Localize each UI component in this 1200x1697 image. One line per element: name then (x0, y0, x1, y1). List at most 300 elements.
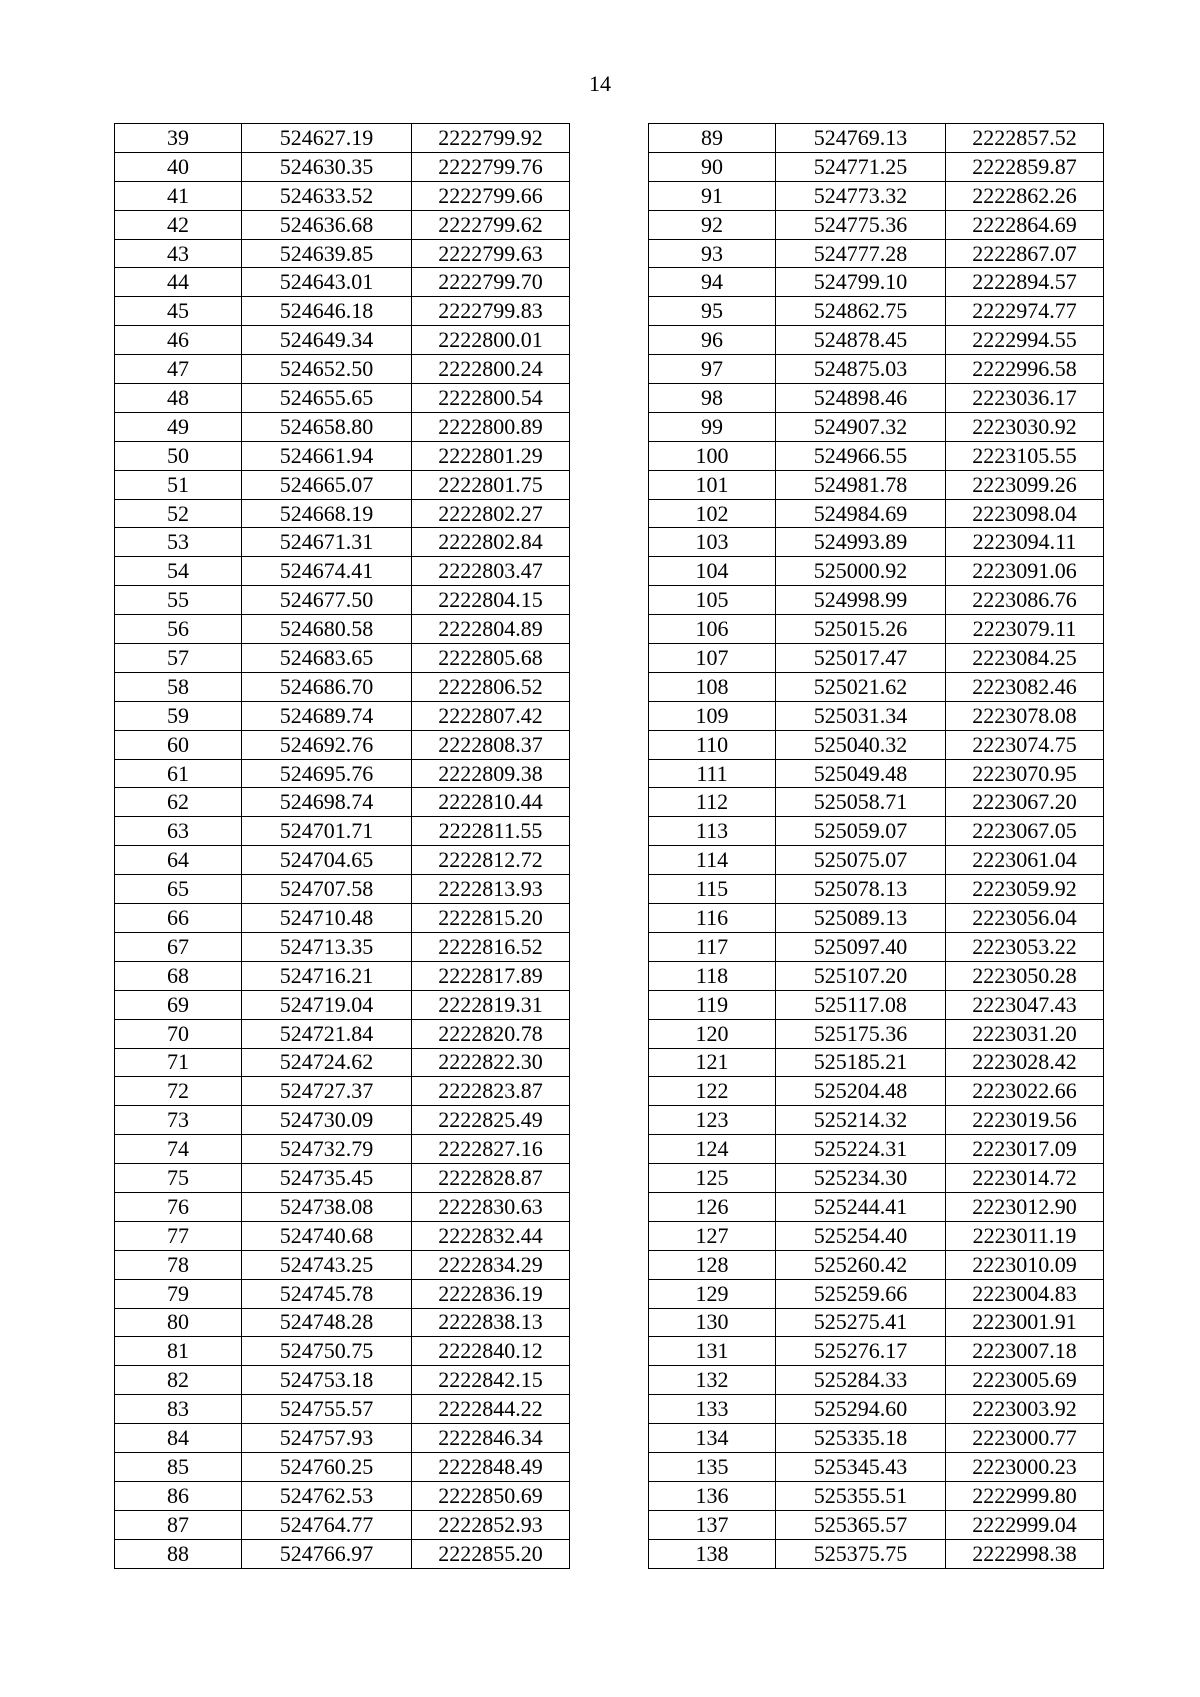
y-coordinate-cell: 2223000.77 (946, 1424, 1104, 1453)
table-row (649, 759, 1104, 788)
y-coordinate-cell: 2223086.76 (946, 586, 1104, 615)
x-coordinate-cell: 524771.25 (776, 152, 946, 181)
x-coordinate-cell: 524701.71 (242, 817, 412, 846)
x-coordinate-cell: 524907.32 (776, 412, 946, 441)
point-number-cell: 39 (115, 124, 242, 153)
y-coordinate-cell: 2222801.75 (412, 470, 570, 499)
point-number-cell: 116 (649, 904, 776, 933)
x-coordinate-cell: 524764.77 (242, 1510, 412, 1539)
table-row (115, 499, 570, 528)
table-row (115, 297, 570, 326)
y-coordinate-cell: 2222832.44 (412, 1221, 570, 1250)
table-row (115, 239, 570, 268)
x-coordinate-cell: 524757.93 (242, 1424, 412, 1453)
x-coordinate-cell: 524862.75 (776, 297, 946, 326)
table-row (649, 1366, 1104, 1395)
y-coordinate-cell: 2222799.63 (412, 239, 570, 268)
x-coordinate-cell: 525365.57 (776, 1510, 946, 1539)
table-row (649, 904, 1104, 933)
table-row (115, 1308, 570, 1337)
x-coordinate-cell: 524743.25 (242, 1250, 412, 1279)
point-number-cell: 67 (115, 932, 242, 961)
x-coordinate-cell: 525276.17 (776, 1337, 946, 1366)
y-coordinate-cell: 2222803.47 (412, 557, 570, 586)
table-row (649, 1019, 1104, 1048)
table-row (115, 875, 570, 904)
point-number-cell: 75 (115, 1164, 242, 1193)
x-coordinate-cell: 525097.40 (776, 932, 946, 961)
point-number-cell: 46 (115, 326, 242, 355)
y-coordinate-cell: 2222994.55 (946, 326, 1104, 355)
y-coordinate-cell: 2222859.87 (946, 152, 1104, 181)
table-row (649, 1192, 1104, 1221)
y-coordinate-cell: 2223105.55 (946, 441, 1104, 470)
point-number-cell: 134 (649, 1424, 776, 1453)
table-row (649, 1077, 1104, 1106)
x-coordinate-cell: 525049.48 (776, 759, 946, 788)
table-row (115, 932, 570, 961)
x-coordinate-cell: 524748.28 (242, 1308, 412, 1337)
table-row (649, 875, 1104, 904)
point-number-cell: 95 (649, 297, 776, 326)
y-coordinate-cell: 2222846.34 (412, 1424, 570, 1453)
table-row (115, 557, 570, 586)
y-coordinate-cell: 2222812.72 (412, 846, 570, 875)
point-number-cell: 137 (649, 1510, 776, 1539)
point-number-cell: 48 (115, 384, 242, 413)
table-row (649, 615, 1104, 644)
y-coordinate-cell: 2223056.04 (946, 904, 1104, 933)
x-coordinate-cell: 524695.76 (242, 759, 412, 788)
table-row (649, 1221, 1104, 1250)
x-coordinate-cell: 524762.53 (242, 1481, 412, 1510)
point-number-cell: 132 (649, 1366, 776, 1395)
table-row (115, 615, 570, 644)
x-coordinate-cell: 524727.37 (242, 1077, 412, 1106)
point-number-cell: 70 (115, 1019, 242, 1048)
point-number-cell: 77 (115, 1221, 242, 1250)
table-row (115, 268, 570, 297)
y-coordinate-cell: 2223001.91 (946, 1308, 1104, 1337)
y-coordinate-cell: 2222999.80 (946, 1481, 1104, 1510)
y-coordinate-cell: 2222842.15 (412, 1366, 570, 1395)
table-row (115, 961, 570, 990)
point-number-cell: 78 (115, 1250, 242, 1279)
x-coordinate-cell: 524750.75 (242, 1337, 412, 1366)
y-coordinate-cell: 2222800.89 (412, 412, 570, 441)
x-coordinate-cell: 524671.31 (242, 528, 412, 557)
table-row (115, 1192, 570, 1221)
x-coordinate-cell: 524753.18 (242, 1366, 412, 1395)
y-coordinate-cell: 2222816.52 (412, 932, 570, 961)
x-coordinate-cell: 524730.09 (242, 1106, 412, 1135)
point-number-cell: 69 (115, 990, 242, 1019)
table-row (115, 412, 570, 441)
y-coordinate-cell: 2222852.93 (412, 1510, 570, 1539)
table-row (115, 1452, 570, 1481)
x-coordinate-cell: 524692.76 (242, 730, 412, 759)
point-number-cell: 110 (649, 730, 776, 759)
point-number-cell: 106 (649, 615, 776, 644)
x-coordinate-cell: 524721.84 (242, 1019, 412, 1048)
x-coordinate-cell: 524713.35 (242, 932, 412, 961)
table-row (649, 1481, 1104, 1510)
x-coordinate-cell: 524655.65 (242, 384, 412, 413)
x-coordinate-cell: 525031.34 (776, 701, 946, 730)
point-number-cell: 90 (649, 152, 776, 181)
point-number-cell: 55 (115, 586, 242, 615)
x-coordinate-cell: 524658.80 (242, 412, 412, 441)
table-row (115, 1250, 570, 1279)
point-number-cell: 63 (115, 817, 242, 846)
table-row (649, 441, 1104, 470)
x-coordinate-cell: 524649.34 (242, 326, 412, 355)
table-row (649, 730, 1104, 759)
y-coordinate-cell: 2222864.69 (946, 210, 1104, 239)
y-coordinate-cell: 2223067.20 (946, 788, 1104, 817)
point-number-cell: 94 (649, 268, 776, 297)
y-coordinate-cell: 2222804.15 (412, 586, 570, 615)
point-number-cell: 81 (115, 1337, 242, 1366)
point-number-cell: 85 (115, 1452, 242, 1481)
point-number-cell: 59 (115, 701, 242, 730)
y-coordinate-cell: 2223053.22 (946, 932, 1104, 961)
point-number-cell: 44 (115, 268, 242, 297)
y-coordinate-cell: 2223030.92 (946, 412, 1104, 441)
x-coordinate-cell: 525275.41 (776, 1308, 946, 1337)
table-row (649, 210, 1104, 239)
table-row (649, 1106, 1104, 1135)
y-coordinate-cell: 2223074.75 (946, 730, 1104, 759)
x-coordinate-cell: 525175.36 (776, 1019, 946, 1048)
y-coordinate-cell: 2222850.69 (412, 1481, 570, 1510)
point-number-cell: 51 (115, 470, 242, 499)
table-row (649, 1539, 1104, 1568)
x-coordinate-cell: 525021.62 (776, 672, 946, 701)
point-number-cell: 105 (649, 586, 776, 615)
y-coordinate-cell: 2222809.38 (412, 759, 570, 788)
y-coordinate-cell: 2223005.69 (946, 1366, 1104, 1395)
y-coordinate-cell: 2223022.66 (946, 1077, 1104, 1106)
y-coordinate-cell: 2222811.55 (412, 817, 570, 846)
y-coordinate-cell: 2222799.92 (412, 124, 570, 153)
y-coordinate-cell: 2222799.76 (412, 152, 570, 181)
y-coordinate-cell: 2222894.57 (946, 268, 1104, 297)
x-coordinate-cell: 525015.26 (776, 615, 946, 644)
point-number-cell: 68 (115, 961, 242, 990)
y-coordinate-cell: 2222996.58 (946, 355, 1104, 384)
table-row (649, 124, 1104, 153)
y-coordinate-cell: 2222834.29 (412, 1250, 570, 1279)
point-number-cell: 121 (649, 1048, 776, 1077)
point-number-cell: 58 (115, 672, 242, 701)
y-coordinate-cell: 2223007.18 (946, 1337, 1104, 1366)
x-coordinate-cell: 524710.48 (242, 904, 412, 933)
x-coordinate-cell: 524643.01 (242, 268, 412, 297)
y-coordinate-cell: 2222800.01 (412, 326, 570, 355)
point-number-cell: 136 (649, 1481, 776, 1510)
table-row (649, 1048, 1104, 1077)
table-row (649, 1452, 1104, 1481)
x-coordinate-cell: 524724.62 (242, 1048, 412, 1077)
point-number-cell: 97 (649, 355, 776, 384)
table-row (649, 1395, 1104, 1424)
table-row (649, 384, 1104, 413)
x-coordinate-cell: 524769.13 (776, 124, 946, 153)
y-coordinate-cell: 2222974.77 (946, 297, 1104, 326)
x-coordinate-cell: 525345.43 (776, 1452, 946, 1481)
point-number-cell: 102 (649, 499, 776, 528)
table-row (115, 1424, 570, 1453)
point-number-cell: 72 (115, 1077, 242, 1106)
y-coordinate-cell: 2222838.13 (412, 1308, 570, 1337)
y-coordinate-cell: 2223084.25 (946, 644, 1104, 673)
y-coordinate-cell: 2223019.56 (946, 1106, 1104, 1135)
x-coordinate-cell: 524680.58 (242, 615, 412, 644)
table-row (115, 1539, 570, 1568)
x-coordinate-cell: 525000.92 (776, 557, 946, 586)
point-number-cell: 52 (115, 499, 242, 528)
x-coordinate-cell: 524627.19 (242, 124, 412, 153)
table-row (115, 441, 570, 470)
table-row (115, 470, 570, 499)
table-row (649, 1510, 1104, 1539)
x-coordinate-cell: 524738.08 (242, 1192, 412, 1221)
y-coordinate-cell: 2223082.46 (946, 672, 1104, 701)
table-row (649, 239, 1104, 268)
x-coordinate-cell: 524775.36 (776, 210, 946, 239)
table-row (649, 528, 1104, 557)
y-coordinate-cell: 2222820.78 (412, 1019, 570, 1048)
point-number-cell: 89 (649, 124, 776, 153)
x-coordinate-cell: 524966.55 (776, 441, 946, 470)
y-coordinate-cell: 2222799.66 (412, 181, 570, 210)
table-row (115, 355, 570, 384)
point-number-cell: 128 (649, 1250, 776, 1279)
point-number-cell: 120 (649, 1019, 776, 1048)
table-row (649, 1424, 1104, 1453)
y-coordinate-cell: 2222808.37 (412, 730, 570, 759)
table-row (115, 672, 570, 701)
point-number-cell: 117 (649, 932, 776, 961)
x-coordinate-cell: 524760.25 (242, 1452, 412, 1481)
point-number-cell: 92 (649, 210, 776, 239)
point-number-cell: 80 (115, 1308, 242, 1337)
x-coordinate-cell: 525107.20 (776, 961, 946, 990)
table-row (649, 1337, 1104, 1366)
x-coordinate-cell: 524668.19 (242, 499, 412, 528)
point-number-cell: 109 (649, 701, 776, 730)
table-row (115, 644, 570, 673)
x-coordinate-cell: 524766.97 (242, 1539, 412, 1568)
x-coordinate-cell: 524633.52 (242, 181, 412, 210)
table-row (649, 932, 1104, 961)
point-number-cell: 43 (115, 239, 242, 268)
point-number-cell: 60 (115, 730, 242, 759)
x-coordinate-cell: 524686.70 (242, 672, 412, 701)
table-row (649, 1250, 1104, 1279)
point-number-cell: 96 (649, 326, 776, 355)
point-number-cell: 40 (115, 152, 242, 181)
x-coordinate-cell: 524646.18 (242, 297, 412, 326)
y-coordinate-cell: 2222998.38 (946, 1539, 1104, 1568)
y-coordinate-cell: 2223067.05 (946, 817, 1104, 846)
y-coordinate-cell: 2223050.28 (946, 961, 1104, 990)
x-coordinate-cell: 525294.60 (776, 1395, 946, 1424)
x-coordinate-cell: 524799.10 (776, 268, 946, 297)
table-row (115, 730, 570, 759)
x-coordinate-cell: 524661.94 (242, 441, 412, 470)
point-number-cell: 61 (115, 759, 242, 788)
page-number: 14 (589, 71, 611, 96)
y-coordinate-cell: 2222825.49 (412, 1106, 570, 1135)
y-coordinate-cell: 2222801.29 (412, 441, 570, 470)
point-number-cell: 125 (649, 1164, 776, 1193)
y-coordinate-cell: 2223014.72 (946, 1164, 1104, 1193)
y-coordinate-cell: 2222827.16 (412, 1135, 570, 1164)
point-number-cell: 138 (649, 1539, 776, 1568)
x-coordinate-cell: 524674.41 (242, 557, 412, 586)
x-coordinate-cell: 525117.08 (776, 990, 946, 1019)
y-coordinate-cell: 2223011.19 (946, 1221, 1104, 1250)
coordinates-table-right (648, 123, 1104, 1569)
x-coordinate-cell: 524707.58 (242, 875, 412, 904)
point-number-cell: 133 (649, 1395, 776, 1424)
y-coordinate-cell: 2223059.92 (946, 875, 1104, 904)
y-coordinate-cell: 2222848.49 (412, 1452, 570, 1481)
coordinates-table-left (114, 123, 570, 1569)
y-coordinate-cell: 2223000.23 (946, 1452, 1104, 1481)
y-coordinate-cell: 2222867.07 (946, 239, 1104, 268)
x-coordinate-cell: 525234.30 (776, 1164, 946, 1193)
x-coordinate-cell: 525244.41 (776, 1192, 946, 1221)
point-number-cell: 82 (115, 1366, 242, 1395)
point-number-cell: 107 (649, 644, 776, 673)
y-coordinate-cell: 2222815.20 (412, 904, 570, 933)
x-coordinate-cell: 524677.50 (242, 586, 412, 615)
table-row (115, 384, 570, 413)
y-coordinate-cell: 2222823.87 (412, 1077, 570, 1106)
x-coordinate-cell: 525375.75 (776, 1539, 946, 1568)
x-coordinate-cell: 524716.21 (242, 961, 412, 990)
table-row (649, 701, 1104, 730)
y-coordinate-cell: 2223094.11 (946, 528, 1104, 557)
x-coordinate-cell: 524875.03 (776, 355, 946, 384)
table-row (115, 1395, 570, 1424)
point-number-cell: 127 (649, 1221, 776, 1250)
y-coordinate-cell: 2222840.12 (412, 1337, 570, 1366)
x-coordinate-cell: 525204.48 (776, 1077, 946, 1106)
point-number-cell: 103 (649, 528, 776, 557)
table-row (649, 644, 1104, 673)
y-coordinate-cell: 2223012.90 (946, 1192, 1104, 1221)
table-row (649, 470, 1104, 499)
point-number-cell: 73 (115, 1106, 242, 1135)
table-row (649, 1279, 1104, 1308)
y-coordinate-cell: 2223061.04 (946, 846, 1104, 875)
y-coordinate-cell: 2223047.43 (946, 990, 1104, 1019)
point-number-cell: 76 (115, 1192, 242, 1221)
x-coordinate-cell: 525259.66 (776, 1279, 946, 1308)
table-row (115, 1279, 570, 1308)
table-row (649, 268, 1104, 297)
y-coordinate-cell: 2222800.54 (412, 384, 570, 413)
x-coordinate-cell: 524630.35 (242, 152, 412, 181)
table-row (649, 586, 1104, 615)
y-coordinate-cell: 2222855.20 (412, 1539, 570, 1568)
x-coordinate-cell: 524719.04 (242, 990, 412, 1019)
x-coordinate-cell: 525058.71 (776, 788, 946, 817)
point-number-cell: 87 (115, 1510, 242, 1539)
y-coordinate-cell: 2222819.31 (412, 990, 570, 1019)
table-row (115, 586, 570, 615)
point-number-cell: 57 (115, 644, 242, 673)
x-coordinate-cell: 524981.78 (776, 470, 946, 499)
y-coordinate-cell: 2222799.62 (412, 210, 570, 239)
x-coordinate-cell: 524878.45 (776, 326, 946, 355)
y-coordinate-cell: 2222836.19 (412, 1279, 570, 1308)
point-number-cell: 88 (115, 1539, 242, 1568)
point-number-cell: 50 (115, 441, 242, 470)
table-row (649, 788, 1104, 817)
x-coordinate-cell: 524683.65 (242, 644, 412, 673)
point-number-cell: 123 (649, 1106, 776, 1135)
table-row (115, 528, 570, 557)
table-row (115, 210, 570, 239)
y-coordinate-cell: 2222802.84 (412, 528, 570, 557)
y-coordinate-cell: 2223078.08 (946, 701, 1104, 730)
point-number-cell: 45 (115, 297, 242, 326)
point-number-cell: 111 (649, 759, 776, 788)
y-coordinate-cell: 2222802.27 (412, 499, 570, 528)
point-number-cell: 100 (649, 441, 776, 470)
x-coordinate-cell: 525284.33 (776, 1366, 946, 1395)
point-number-cell: 112 (649, 788, 776, 817)
table-row (115, 990, 570, 1019)
table-row (649, 1164, 1104, 1193)
x-coordinate-cell: 525078.13 (776, 875, 946, 904)
table-row (115, 181, 570, 210)
x-coordinate-cell: 524777.28 (776, 239, 946, 268)
x-coordinate-cell: 524740.68 (242, 1221, 412, 1250)
point-number-cell: 99 (649, 412, 776, 441)
point-number-cell: 131 (649, 1337, 776, 1366)
x-coordinate-cell: 524698.74 (242, 788, 412, 817)
y-coordinate-cell: 2222799.70 (412, 268, 570, 297)
point-number-cell: 130 (649, 1308, 776, 1337)
y-coordinate-cell: 2222822.30 (412, 1048, 570, 1077)
y-coordinate-cell: 2223031.20 (946, 1019, 1104, 1048)
table-row (115, 1019, 570, 1048)
table-row (115, 1510, 570, 1539)
table-row (115, 1106, 570, 1135)
point-number-cell: 74 (115, 1135, 242, 1164)
y-coordinate-cell: 2222828.87 (412, 1164, 570, 1193)
x-coordinate-cell: 525260.42 (776, 1250, 946, 1279)
table-row (649, 326, 1104, 355)
point-number-cell: 86 (115, 1481, 242, 1510)
point-number-cell: 108 (649, 672, 776, 701)
table-row (649, 152, 1104, 181)
point-number-cell: 42 (115, 210, 242, 239)
y-coordinate-cell: 2222813.93 (412, 875, 570, 904)
point-number-cell: 56 (115, 615, 242, 644)
point-number-cell: 126 (649, 1192, 776, 1221)
table-row (649, 1308, 1104, 1337)
x-coordinate-cell: 524993.89 (776, 528, 946, 557)
y-coordinate-cell: 2223017.09 (946, 1135, 1104, 1164)
table-row (115, 1135, 570, 1164)
